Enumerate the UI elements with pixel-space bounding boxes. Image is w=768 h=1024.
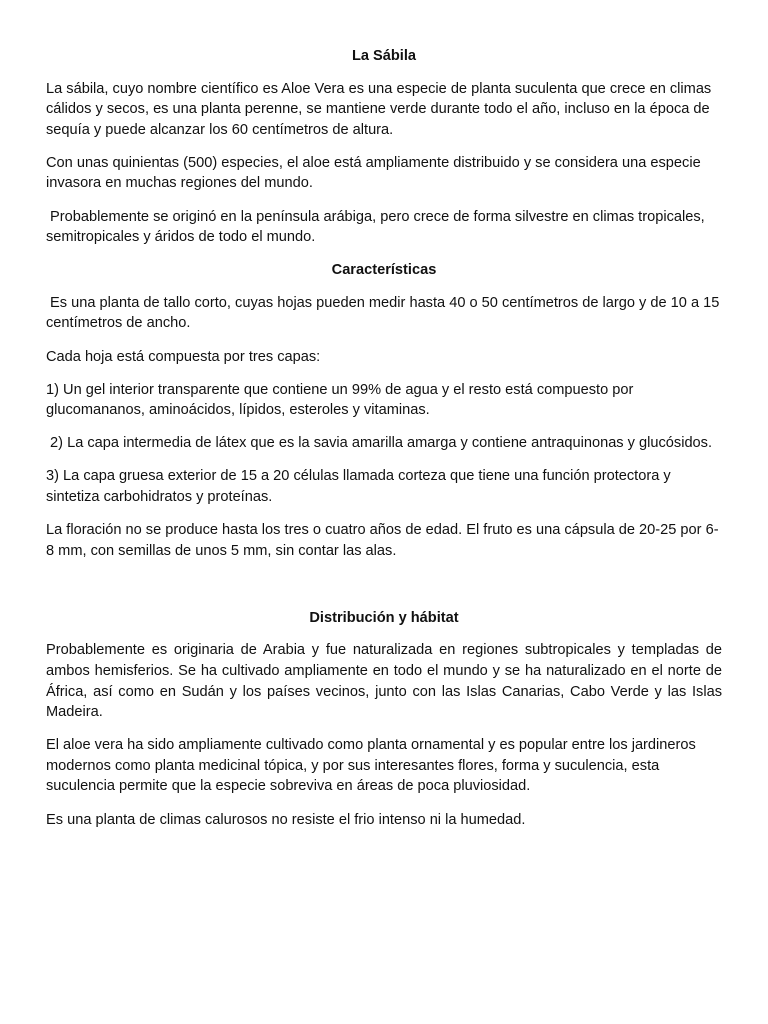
caracteristicas-paragraph: La floración no se produce hasta los tres o cuatro años de edad. El fruto es una cápsula de 20-25 por 6-8 mm, con semillas de unos 5 mm, sin contar las alas. xyxy=(46,522,719,559)
caracteristicas-paragraph: 1) Un gel interior transparente que contiene un 99% de agua y el resto está compuesto por glucomananos, aminoácidos, lípidos, esteroles y vitaminas. xyxy=(46,381,634,419)
caracteristicas-paragraph: 3) La capa gruesa exterior de 15 a 20 células llamada corteza que tiene una función protectora y sintetiza carbohidratos y proteínas. xyxy=(46,468,671,505)
caracteristicas-paragraph: 2) La capa intermedia de látex que es la savia amarilla amarga y contiene antraquinonas y glucósidos. xyxy=(46,435,713,452)
intro-paragraph: Probablemente se originó en la península arábiga, pero crece de forma silvestre en climas tropicales, semitropicales y áridos de todo el mundo. xyxy=(46,208,705,246)
distribucion-paragraph: El aloe vera ha sido ampliamente cultivado como planta ornamental y es popular entre los jardineros modernos como planta medicinal tópica, y por sus interesantes flores, forma y suculencia, esta suculencia permite que la especie sobreviva en áreas de poca pluviosidad. xyxy=(46,737,696,795)
section-heading-distribucion: Distribución y hábitat xyxy=(309,609,459,626)
document-title: La Sábila xyxy=(351,48,417,64)
blank-line xyxy=(46,574,722,608)
distribucion-paragraph: Es una planta de climas calurosos no resiste el frio intenso ni la humedad. xyxy=(46,811,526,828)
caracteristicas-paragraph: Cada hoja está compuesta por tres capas: xyxy=(46,348,321,365)
intro-paragraph: La sábila, cuyo nombre científico es Aloe Vera es una especie de planta suculenta que crece en climas cálidos y secos, es una planta perenne, se mantiene verde durante todo el año, incluso en la época de sequía y puede alcanzar los 60 centímetros de altura. xyxy=(46,80,712,138)
section-heading-caracteristicas: Características xyxy=(331,262,437,279)
distribucion-paragraph: Probablemente es originaria de Arabia y fue naturalizada en regiones subtropicales y templadas de ambos hemisferios. Se ha cultivado ampliamente en todo el mundo y se ha naturalizado en el norte de África, así como en Sudán y los países vecinos, junto con las Islas Canarias, Cabo Verde y las Islas Madeira. xyxy=(46,642,722,721)
caracteristicas-paragraph: Es una planta de tallo corto, cuyas hojas pueden medir hasta 40 o 50 centímetros de largo y de 10 a 15 centímetros de ancho. xyxy=(46,294,720,332)
intro-paragraph: Con unas quinientas (500) especies, el aloe está ampliamente distribuido y se considera una especie invasora en muchas regiones del mundo. xyxy=(46,154,701,192)
